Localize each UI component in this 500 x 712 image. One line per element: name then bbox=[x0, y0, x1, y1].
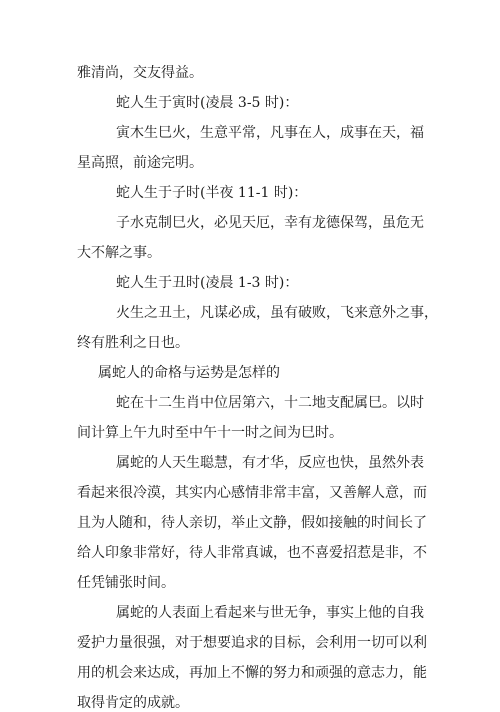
text-line: 火生之丑土，凡谋必成，虽有破败，飞来意外之事， bbox=[116, 305, 438, 321]
text-line: 子水克制巳火，必见天厄，幸有龙德保驾，虽危无 bbox=[116, 215, 424, 231]
text-line: 属蛇的人天生聪慧，有才华，反应也快，虽然外表 bbox=[116, 455, 424, 471]
text-line: 爱护力量很强，对于想要追求的目标，会利用一切可以利 bbox=[77, 635, 427, 651]
section-subheading: 蛇人生于子时(半夜 11-1 时)： bbox=[116, 185, 308, 201]
text-line: 且为人随和，待人亲切，举止文静，假如接触的时间长了 bbox=[77, 515, 427, 531]
section-subheading: 蛇人生于寅时(凌晨 3-5 时)： bbox=[116, 95, 299, 111]
text-line: 属蛇的人表面上看起来与世无争，事实上他的自我 bbox=[116, 605, 424, 621]
text-line: 雅清尚，交友得益。 bbox=[77, 65, 203, 81]
text-line: 寅木生巳火，生意平常，凡事在人，成事在天，福 bbox=[116, 125, 424, 141]
text-line: 取得肯定的成就。 bbox=[77, 695, 189, 711]
text-line: 间计算上午九时至中午十一时之间为巳时。 bbox=[77, 425, 343, 441]
text-line: 终有胜利之日也。 bbox=[77, 335, 189, 351]
text-line: 蛇在十二生肖中位居第六，十二地支配属巳。以时 bbox=[116, 395, 424, 411]
text-line: 星高照，前途完明。 bbox=[77, 155, 203, 171]
section-heading: 属蛇人的命格与运势是怎样的 bbox=[98, 365, 280, 381]
text-line: 给人印象非常好，待人非常真诚，也不喜爱招惹是非，不 bbox=[77, 545, 427, 561]
text-line: 用的机会来达成，再加上不懈的努力和顽强的意志力，能 bbox=[77, 665, 427, 681]
section-subheading: 蛇人生于丑时(凌晨 1-3 时)： bbox=[116, 275, 299, 291]
text-line: 任凭铺张时间。 bbox=[77, 575, 175, 591]
text-line: 看起来很冷漠，其实内心感情非常丰富，又善解人意，而 bbox=[77, 485, 427, 501]
text-line: 大不解之事。 bbox=[77, 245, 161, 261]
